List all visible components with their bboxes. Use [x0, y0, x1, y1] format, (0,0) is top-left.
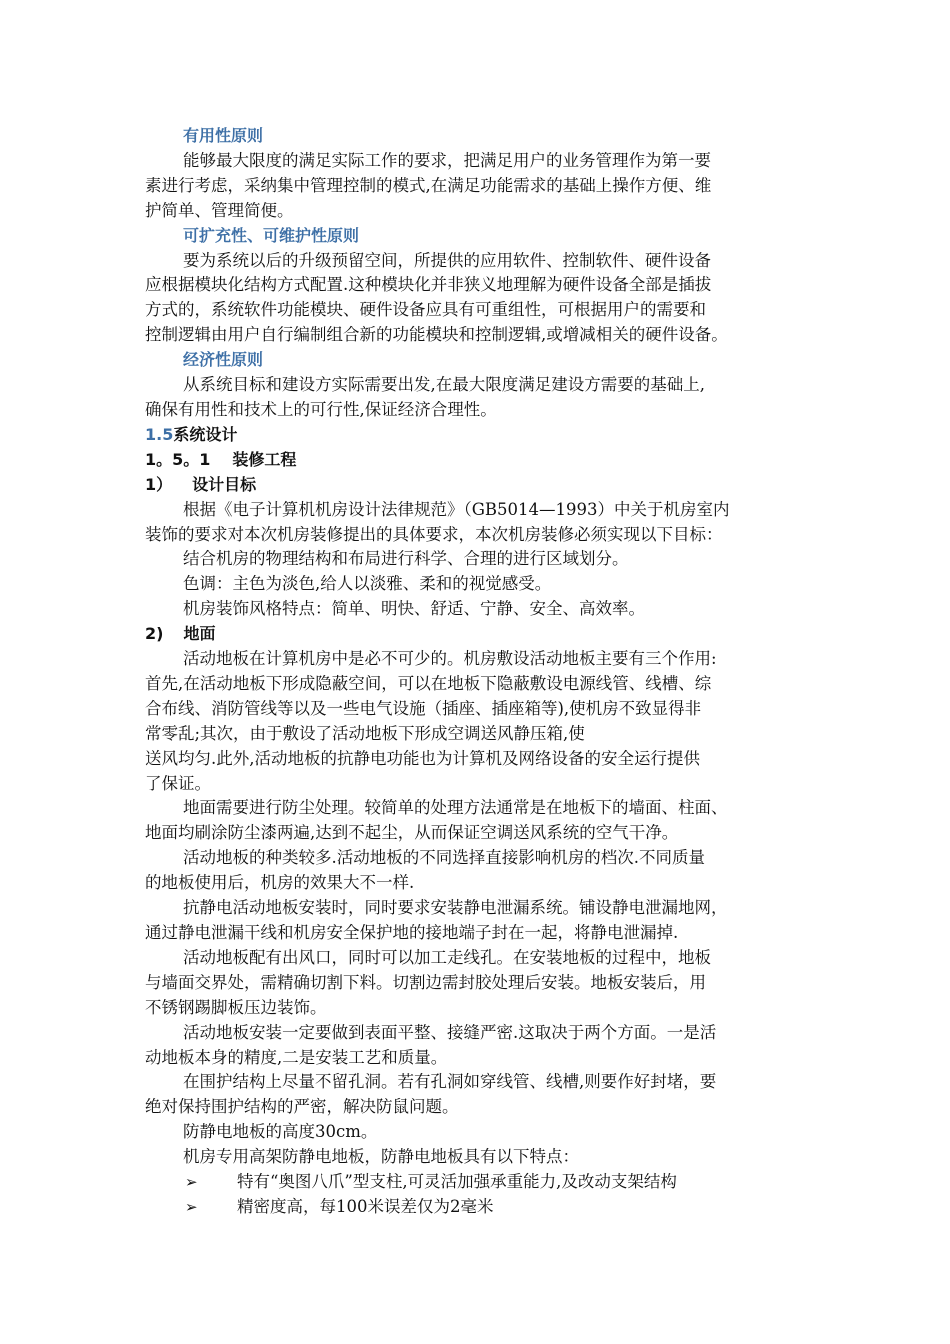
- paragraph-first-line: 活动地板在计算机房中是必不可少的。机房敷设活动地板主要有三个作用:: [183, 649, 717, 669]
- paragraph-first-line: 活动地板配有出风口，同时可以加工走线孔。在安装地板的过程中，地板: [183, 947, 711, 967]
- paragraph-line: 与墙面交界处，需精确切割下料。切割边需封胶处理后安装。地板安装后，用: [145, 972, 706, 992]
- paragraph-line: 控制逻辑由用户自行编制组合新的功能模块和控制逻辑,或增减相关的硬件设备。: [145, 325, 728, 345]
- subsection-number: 1）: [145, 474, 173, 494]
- paragraph-line: 送风均匀.此外,活动地板的抗静电功能也为计算机及网络设备的安全运行提供: [145, 748, 700, 768]
- paragraph-first-line: 要为系统以后的升级预留空间，所提供的应用软件、控制软件、硬件设备: [183, 250, 711, 270]
- subsection-heading: [145, 448, 825, 473]
- section-title: 系统设计: [173, 424, 238, 444]
- paragraph-line: 绝对保持围护结构的严密，解决防鼠问题。: [145, 1097, 459, 1117]
- section-number: 1.5: [145, 424, 174, 444]
- paragraph-line: 合布线、消防管线等以及一些电气设施（插座、插座箱等),使机房不致显得非: [145, 698, 702, 718]
- paragraph-line: 装饰的要求对本次机房装修提出的具体要求，本次机房装修必须实现以下目标：: [145, 524, 723, 544]
- paragraph-first-line: 机房专用高架防静电地板，防静电地板具有以下特点：: [183, 1147, 579, 1167]
- paragraph-line: 的地板使用后，机房的效果大不一样.: [145, 873, 415, 893]
- principle-heading: 经济性原则: [183, 350, 264, 370]
- paragraph-first-line: 根据《电子计算机机房设计法律规范》（GB5014—1993）中关于机房室内: [183, 499, 730, 519]
- bullet-item: [145, 1170, 825, 1195]
- bullet-text: 精密度高，每100米误差仅为2毫米: [237, 1196, 494, 1216]
- paragraph-line: 了保证。: [145, 773, 211, 793]
- paragraph-line: 应根据模块化结构方式配置.这种模块化并非狭义地理解为硬件设备全部是插拔: [145, 275, 712, 295]
- subsection-number: 1。5。1: [145, 449, 211, 469]
- document-body: [145, 124, 825, 1220]
- subsection-heading: [145, 622, 825, 647]
- paragraph-line: 动地板本身的精度,二是安装工艺和质量。: [145, 1047, 448, 1067]
- principle-heading: 有用性原则: [183, 126, 264, 145]
- arrow-bullet-icon: ➢: [185, 1197, 198, 1216]
- paragraph-first-line: 活动地板的种类较多.活动地板的不同选择直接影响机房的档次.不同质量: [183, 848, 705, 868]
- subsection-number: 2): [145, 624, 164, 644]
- paragraph-line: 护简单、管理简便。: [145, 200, 294, 220]
- paragraph-first-line: 活动地板安装一定要做到表面平整、接缝严密.这取决于两个方面。一是活: [183, 1022, 717, 1042]
- bullet-item: [145, 1195, 825, 1220]
- paragraph-first-line: 地面需要进行防尘处理。较简单的处理方法通常是在地板下的墙面、柱面、: [183, 798, 728, 818]
- paragraph-line: 不锈钢踢脚板压边装饰。: [145, 997, 327, 1017]
- paragraph-line: 首先,在活动地板下形成隐蔽空间，可以在地板下隐蔽敷设电源线管、线槽、综: [145, 673, 712, 693]
- subsection-title: 装修工程: [232, 449, 297, 469]
- bullet-text: 特有“奥图八爪”型支柱,可灵活加强承重能力,及改动支架结构: [237, 1172, 677, 1192]
- paragraph-line: 通过静电泄漏干线和机房安全保护地的接地端子封在一起，将静电泄漏掉.: [145, 923, 679, 942]
- arrow-bullet-icon: ➢: [185, 1173, 198, 1192]
- section-heading: [145, 423, 825, 448]
- paragraph-first-line: 能够最大限度的满足实际工作的要求，把满足用户的业务管理作为第一要: [183, 150, 711, 170]
- paragraph-line: 确保有用性和技术上的可行性,保证经济合理性。: [145, 399, 497, 419]
- subsection-title: 设计目标: [192, 474, 257, 494]
- paragraph-line: 方式的，系统软件功能模块、硬件设备应具有可重组性，可根据用户的需要和: [145, 300, 706, 320]
- paragraph-first-line: 抗静电活动地板安装时，同时要求安装静电泄漏系统。铺设静电泄漏地网，: [183, 898, 728, 918]
- principle-heading: 可扩充性、可维护性原则: [183, 225, 360, 245]
- paragraph-line: 地面均刷涂防尘漆两遍,达到不起尘，从而保证空调送风系统的空气干净。: [145, 823, 679, 843]
- paragraph-line: 常零乱;其次，由于敷设了活动地板下形成空调送风静压箱,使: [145, 723, 585, 743]
- paragraph-first-line: 从系统目标和建设方实际需要出发,在最大限度满足建设方需要的基础上,: [183, 375, 705, 395]
- paragraph-first-line: 机房装饰风格特点：简单、明快、舒适、宁静、安全、高效率。: [183, 599, 645, 619]
- subsection-title: 地面: [183, 624, 216, 644]
- paragraph-first-line: 结合机房的物理结构和布局进行科学、合理的进行区域划分。: [183, 549, 629, 569]
- paragraph-line: 素进行考虑，采纳集中管理控制的模式,在满足功能需求的基础上操作方便、维: [145, 175, 712, 195]
- paragraph-first-line: 防静电地板的高度30cm。: [183, 1122, 378, 1142]
- subsection-heading: [145, 473, 825, 498]
- paragraph-first-line: 色调：主色为淡色,给人以淡雅、柔和的视觉感受。: [183, 574, 552, 594]
- paragraph-first-line: 在围护结构上尽量不留孔洞。若有孔洞如穿线管、线槽,则要作好封堵，要: [183, 1072, 717, 1092]
